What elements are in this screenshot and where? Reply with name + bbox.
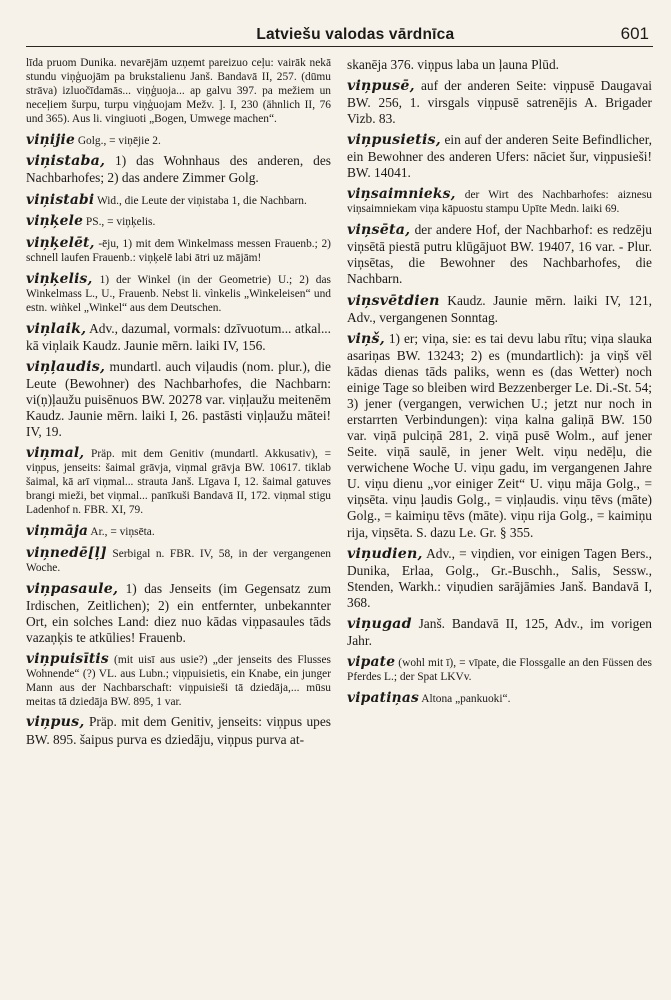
entry-headword: viņmāja: [26, 522, 89, 539]
dictionary-entry: [26, 271, 331, 316]
entry-text: Kaudz. Jaunie mērn. laiki IV, 121, Adv., vergangenen Sonntag.: [347, 292, 652, 325]
entry-headword: viņistabi: [26, 191, 95, 208]
dictionary-entry: [347, 654, 652, 685]
entry-text: auf der anderen Seite: viņpusē Daugavai BW. 256, 1. virsgals viņpusē satrenējis A. Brigader Vizb. 83.: [347, 78, 652, 127]
entry-text: Adv., dazumal, vormals: dzīvuotum... atkal... kā viņlaik Kaudz. Jaunie mērn. laiki IV, 156.: [26, 320, 331, 353]
entry-text: PS., = viņķelis.: [85, 216, 156, 229]
dictionary-entry: [347, 616, 652, 649]
entry-text: skanēja 376. viņpus laba un ļauna Plūd.: [347, 57, 559, 72]
page-title: Latviešu valodas vārdnīca: [256, 26, 455, 43]
dictionary-entry: [26, 235, 331, 266]
entry-text: Präp. mit dem Genitiv, jenseits: viņpus upes BW. 895. šaipus purva es dziedāju, viņpus purva at-: [26, 714, 331, 747]
entry-headword: viņnedē[ļ]: [26, 544, 107, 561]
entry-headword: viņudien,: [347, 545, 423, 562]
entry-text: Janš. Bandavā II, 125, Adv., im vorigen Jahr.: [347, 615, 652, 648]
page-header: [26, 18, 653, 47]
dictionary-entry: [26, 359, 331, 440]
entry-headword: viņķelis,: [26, 271, 93, 288]
dictionary-entry: [26, 445, 331, 518]
entry-headword: viņmal,: [26, 445, 85, 462]
right-column: [347, 57, 652, 753]
entry-text: 1) der Winkel (in der Geometrie) U.; 2) das Winkelmass L., U., Frauenb. Nebst li. vìnkelis „Winkeleisen“ und estn. wiǹkel „Winkel“ aus dem Deutschen.: [26, 274, 331, 314]
dictionary-entry: [26, 132, 331, 149]
entry-headword: viņsēta,: [347, 222, 411, 239]
entry-text: 1) er; viņa, sie: es tai devu labu rītu; viņa slauka asariņas BW. 13243; 2) es (mundartlich): ja viņš vēl kādas dienas tāds paliks, wenn es (das Wetter) noch einige Tage so bleiben wird Bezzenberger Le. Di.-St. 54; 3) jener (vergangen, verwichen U.; jetzt nur noch in erstarrten Verbindungen): viņa kalna galiņā BW. 150 var. viņā pulciņā 281, 2. viņā pusē Wolm., auf jener Seite. viņā saulē, in jener Welt. viņu nedēļu, die verwichene Woche U. viņu gadu, im vergangenen Jahre U. viņu dienu „vor einiger Zeit“ U. viņu māja Golg., = viņsēta. viņu ļaudis Golg., = viņļaudis. viņu tēvs (māte) Golg., = kaimiņu tēvs (māte). viņu rija Golg., = kaimiņu rija, viņsēta. S. dazu Le. Gr. § 355.: [347, 330, 652, 540]
dictionary-entry: [26, 545, 331, 576]
entry-text: -ēju, 1) mit dem Winkelmass messen Frauenb.; 2) schnell laufen Frauenb.: viņķelē labi ātri uz mājām!: [26, 238, 331, 265]
dictionary-entry: [347, 132, 652, 181]
entry-headword: vipatiņas: [347, 689, 419, 706]
dictionary-entry: [347, 293, 652, 326]
entry-text: (wohl mit ī), = vīpate, die Flossgalle an den Füssen des Pferdes L.; der Spat LKVv.: [347, 656, 652, 683]
entry-text: der Wirt des Nachbarhofes: aiznesu viņsaimniekam viņa kāpuostu stampu Upīte Medn. laiki 69.: [347, 189, 652, 216]
entry-text: ein auf der anderen Seite Befindlicher, ein Bewohner des anderen Ufers: nāciet šur, viņpusieši! BW. 14041.: [347, 132, 652, 181]
dictionary-entry: [347, 222, 652, 287]
entry-text: mundartl. auch viļaudis (nom. plur.), die Leute (Bewohner) des Nachbarhofes, die Nachbarn: vi(ņ)ļaužu puisēnuos BW. 20278 var. viņļaužu meitenēm Kaudz. Jaunie mērn. laiki I, 26. pastāsti viņļaužu mātei! IV, 19.: [26, 359, 331, 440]
text-columns: [26, 57, 653, 753]
entry-headword: viņugad: [347, 615, 412, 632]
entry-text: Wid., die Leute der viņistaba 1, die Nachbarn.: [96, 194, 307, 207]
entry-headword: viņļaudis,: [26, 359, 106, 375]
dictionary-entry: [26, 213, 331, 230]
dictionary-entry: [26, 651, 331, 710]
dictionary-entry: [347, 57, 652, 73]
entry-text: der andere Hof, der Nachbarhof: es redzēju viņsētā piestā putru klūgājuot BW. 19407, 16 var. - Plur. viņsētas, die Bewohner des Nachbarhofes, die Nachbarn.: [347, 222, 652, 287]
entry-headword: viņsaimnieks,: [347, 186, 456, 203]
dictionary-entry: [26, 192, 331, 209]
entry-text: Altona „pankuoki“.: [421, 692, 511, 705]
dictionary-entry: [347, 331, 652, 541]
entry-headword: viņsvētdien: [347, 292, 440, 309]
entry-text: Adv., = viņdien, vor einigen Tagen Bers., Dunika, Erlaa, Golg., Gr.-Buschh., Salis, Sessw., Stenden, Warkh.: viņudien sarājāmies Janš. Bandavā I, 368.: [347, 545, 652, 610]
entry-headword: viņpuisītis: [26, 650, 109, 667]
dictionary-entry: [26, 581, 331, 646]
page-number: 601: [620, 24, 649, 43]
entry-text: līda pruom Dunika. nevarējām uzņemt pareizuo ceļu: vairāk nekā stundu viņģuojām pa brukstalienu Janš. Bandavā II, 257. (dūmu strāva) izluočīdamās... viņģuoja... ap galvu 397. pa mežiem un neceļiem šurpu, turpu viņģuojam Mežv. ]. I, 230 (ähnlich II, 76 und 365). Aus li. vingiuoti „Bogen, Umwege machen“.: [26, 57, 331, 125]
dictionary-entry: [347, 186, 652, 217]
entry-headword: viņpasaule,: [26, 580, 119, 597]
entry-headword: viņš,: [347, 330, 385, 347]
dictionary-entry: [26, 153, 331, 186]
entry-headword: viņlaik,: [26, 320, 87, 337]
entry-headword: viņķelēt,: [26, 235, 95, 252]
dictionary-entry: [347, 546, 652, 611]
entry-headword: viņpus,: [26, 714, 85, 731]
entry-text: Präp. mit dem Genitiv (mundartl. Akkusativ), = viņpus, jenseits: šaimal grāvja, viņmal grāvja BW. 10617. tiklab šaimal, kā arī viņmal... strauta Janš. Līgava I, 12. šaimal gatuves brangi mieži, bet viņmal... panīkuši Bandavā II, 172. viņmal stigu Ladenhof n. FBR. XI, 79.: [26, 448, 331, 516]
entry-text: Ar., = viņsēta.: [90, 525, 155, 538]
dictionary-entry: [347, 78, 652, 127]
dictionary-entry: [26, 57, 331, 127]
dictionary-entry: [26, 714, 331, 747]
entry-headword: viņpusē,: [347, 78, 415, 95]
dictionary-entry: [347, 690, 652, 707]
entry-text: Golg., = viņējie 2.: [77, 134, 161, 147]
entry-headword: vipate: [347, 653, 396, 670]
dictionary-entry: [26, 523, 331, 540]
entry-text: 1) das Jenseits (im Gegensatz zum Irdischen, Zeitlichen); 2) ein entfernter, unbekannter Ort, ein solches Land: diez nuo kādas viņpasaules tāds vazaņķis te atkūlies! Frauenb.: [26, 580, 331, 645]
entry-text: 1) das Wohnhaus des anderen, des Nachbarhofes; 2) das andere Zimmer Golg.: [26, 153, 331, 186]
entry-text: Serbigal n. FBR. IV, 58, in der vergangenen Woche.: [26, 547, 331, 574]
entry-text: (mit uisī aus usie?) „der jenseits des Flusses Wohnende“ (?) VL. aus Lubn.; viņpuisietis, ein Knabe, ein junger Mann aus der Nachbarschaft: viņpuisieši tā dziedāja,... mūsu meitas tā dziedāja BW. 895, 1 var.: [26, 653, 331, 708]
left-column: [26, 57, 331, 753]
entry-headword: viņpusietis,: [347, 132, 441, 149]
dictionary-entry: [26, 321, 331, 354]
entry-headword: viņistaba,: [26, 153, 106, 170]
entry-headword: viņijie: [26, 131, 75, 148]
entry-headword: viņķele: [26, 213, 84, 230]
